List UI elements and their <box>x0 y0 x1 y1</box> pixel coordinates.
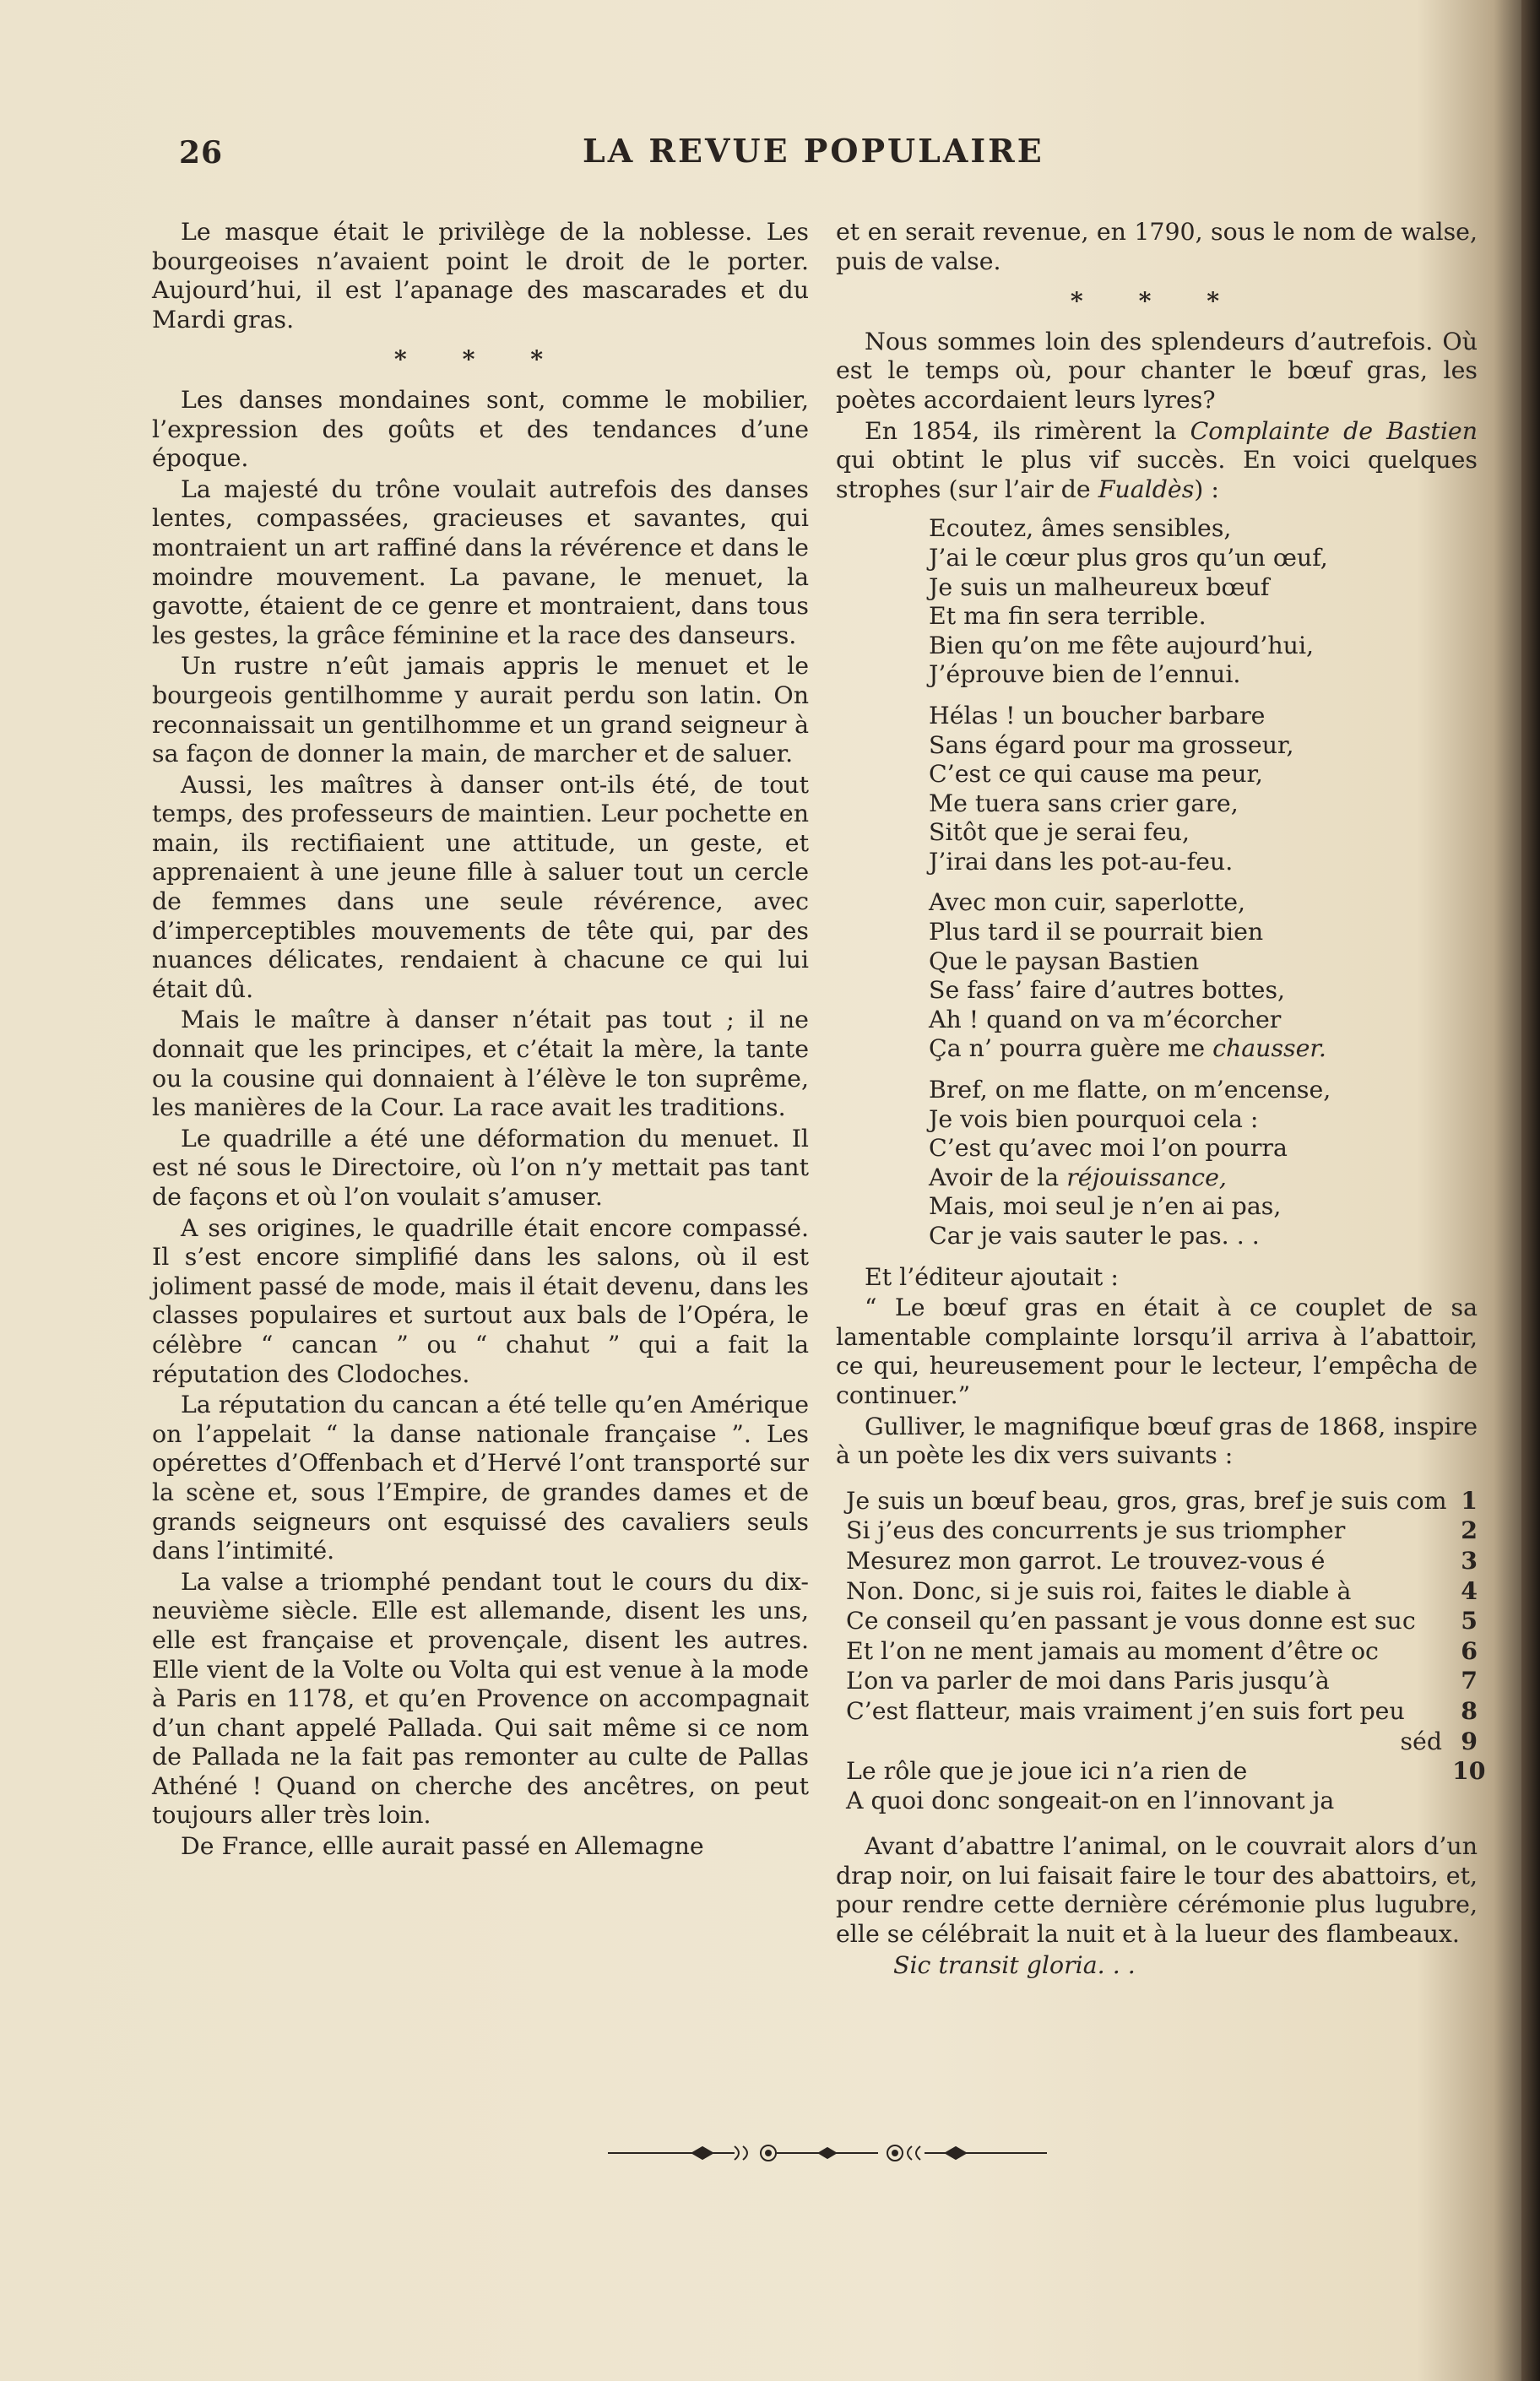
paragraph: Et l’éditeur ajoutait : <box>865 1262 1119 1291</box>
poem-stanza <box>929 1076 1478 1251</box>
verse-text: Et l’on ne ment jamais au moment d’être oc <box>846 1636 1379 1665</box>
poem-stanza <box>929 514 1478 690</box>
paragraph: Un rustre n’eût jamais appris le menuet et le bourgeois gentilhomme y aurait perdu son latin. On reconnaissait un gentilhomme et un grand seigneur à sa façon de donner la main, de marcher et de saluer. <box>152 652 809 768</box>
italic-air: Fualdès <box>1098 475 1195 503</box>
verse-number: 5 <box>1461 1606 1478 1635</box>
verse-row <box>846 1606 1478 1636</box>
verse-text: Mesurez mon garrot. Le trouvez-vous é <box>846 1546 1326 1575</box>
poem-line: Plus tard il se pourrait bien <box>929 918 1264 946</box>
paragraph: et en serait revenue, en 1790, sous le nom de walse, puis de valse. <box>836 218 1478 275</box>
paragraph: La majesté du trône voulait autrefois des danses lentes, compassées, gracieuses et savantes, qui montraient un art raffiné dans la révérence et dans le moindre mouvement. La pavane, le menuet, la gavotte, étaient de ce genre et montraient, dans tous les gestes, la grâce féminine et la race des danseurs. <box>152 475 809 649</box>
poem-line: Car je vais sauter le pas. . . <box>929 1222 1260 1250</box>
poem-line: C’est qu’avec moi l’on pourra <box>929 1134 1288 1163</box>
poem-line <box>929 1034 1478 1064</box>
poem-line: Sitôt que je serai feu, <box>929 818 1190 847</box>
verse-text: Ce conseil qu’en passant je vous donne est suc <box>846 1607 1416 1635</box>
poem-line: J’irai dans les pot-au-feu. <box>929 847 1234 876</box>
verse-number: 10 <box>1452 1756 1486 1786</box>
section-separator: * * * <box>393 344 567 374</box>
left-column <box>152 218 809 1863</box>
verse-text: Non. Donc, si je suis roi, faites le diable à <box>846 1576 1352 1605</box>
paragraph: A ses origines, le quadrille était encore compassé. Il s’est encore simplifié dans les salons, où il est joliment passé de mode, mais il était devenu, dans les classes populaires et surtout aux bals de l’Opéra, le célèbre “ cancan ” ou “ chahut ” qui a fait la réputation des Clodoches. <box>152 1213 809 1388</box>
verse-number: 2 <box>1461 1516 1478 1545</box>
verse-row <box>846 1666 1478 1696</box>
paragraph: Les danses mondaines sont, comme le mobilier, l’expression des goûts et des tendances d’une époque. <box>152 385 809 473</box>
verse-number: 6 <box>1461 1635 1478 1665</box>
verse-row <box>846 1516 1478 1546</box>
paragraph: Avant d’abattre l’animal, on le couvrait alors d’un drap noir, on lui faisait faire le tour des abattoirs, et, pour rendre cette dernière cérémonie plus lugubre, elle se célébrait la nuit et à la lueur des flambeaux. <box>836 1832 1478 1949</box>
poem-line: Mais, moi seul je n’en ai pas, <box>929 1192 1282 1221</box>
paragraph: Gulliver, le magnifique bœuf gras de 1868, inspire à un poète les dix vers suivants : <box>836 1412 1478 1470</box>
verse-row <box>846 1787 1478 1816</box>
verse-number: 1 <box>1461 1485 1478 1515</box>
verse-number: 8 <box>1461 1695 1478 1725</box>
text-run: Avoir de la <box>929 1163 1067 1191</box>
verse-row <box>846 1727 1478 1757</box>
section-separator: * * * <box>1070 286 1244 316</box>
decorative-rule-ornament-icon <box>608 2136 1047 2170</box>
verse-row <box>846 1486 1478 1516</box>
verse-text: C’est flatteur, mais vraiment j’en suis fort peu <box>846 1696 1405 1725</box>
verse-number: 9 <box>1461 1726 1478 1755</box>
paragraph <box>836 417 1478 505</box>
closing-line: Sic transit gloria. . . <box>893 1950 1136 1979</box>
poem-line: Je vois bien pourquoi cela : <box>929 1104 1259 1133</box>
running-head-title: LA REVUE POPULAIRE <box>583 132 1044 170</box>
poem-line: Avec mon cuir, saperlotte, <box>929 888 1246 917</box>
poem-line <box>929 1163 1478 1193</box>
verse-text: L’on va parler de moi dans Paris jusqu’à <box>846 1667 1330 1695</box>
text-run: En 1854, ils rimèrent la <box>865 416 1190 445</box>
verse-row <box>846 1756 1486 1787</box>
verse-row <box>846 1576 1478 1607</box>
poem-stanza <box>929 702 1478 877</box>
binding-edge <box>1521 0 1540 2381</box>
verse-number: 7 <box>1461 1666 1478 1695</box>
poem-stanza <box>929 888 1478 1064</box>
poem-line: Bref, on me flatte, on m’encense, <box>929 1076 1331 1104</box>
poem-line: Se fass’ faire d’autres bottes, <box>929 976 1286 1005</box>
verse-row <box>846 1636 1478 1667</box>
text-run: qui obtint le plus vif succès. En voici quelques strophes (sur l’air de <box>836 446 1478 503</box>
verse-number: 4 <box>1461 1576 1478 1605</box>
paragraph: Nous sommes loin des splendeurs d’autrefois. Où est le temps où, pour chanter le bœuf gras, les poètes accordaient leurs lyres? <box>836 327 1478 414</box>
poem-line: Ecoutez, âmes sensibles, <box>929 514 1232 543</box>
poem-line: Et ma fin sera terrible. <box>929 602 1207 631</box>
paragraph: La valse a triomphé pendant tout le cours du dix-neuvième siècle. Elle est allemande, disent les uns, elle est française et provençale, disent les autres. Elle vient de la Volte ou Volta qui est venue à la mode à Paris en 1178, et qu’en Provence on accompagnait d’un chant appelé Pallada. Qui sait même si ce nom de Pallada ne la fait pas remonter au culte de Pallas Athéné ! Quand on cherche des ancêtres, on peut toujours aller très loin. <box>152 1567 809 1830</box>
paragraph: Mais le maître à danser n’était pas tout ; il ne donnait que les principes, et c’était la mère, la tante ou la cousine qui donnaient à l’élève le ton suprême, les manières de la Cour. La race avait les traditions. <box>152 1006 809 1122</box>
verse-text: Je suis un bœuf beau, gros, gras, bref je suis com <box>846 1486 1447 1515</box>
poem-line: Hélas ! un boucher barbare <box>929 701 1266 729</box>
poem-line: Que le paysan Bastien <box>929 946 1200 975</box>
poem-line: J’ai le cœur plus gros qu’un œuf, <box>929 543 1328 572</box>
poem-line: J’éprouve bien de l’ennui. <box>929 660 1241 689</box>
poem-line: Sans égard pour ma grosseur, <box>929 730 1294 759</box>
right-column <box>836 218 1486 1982</box>
poem-line: C’est ce qui cause ma peur, <box>929 760 1263 789</box>
verse-row <box>846 1696 1478 1727</box>
verse-text: Si j’eus des concurrents je sus triompher <box>846 1516 1346 1545</box>
poem-line: Ah ! quand on va m’écorcher <box>929 1005 1282 1033</box>
poem-line: Je suis un malheureux bœuf <box>929 572 1270 601</box>
paragraph: De France, ellle aurait passé en Allemagne <box>181 1832 704 1861</box>
page-number: 26 <box>179 135 224 171</box>
paragraph: Aussi, les maîtres à danser ont-ils été, de tout temps, des professeurs de maintien. Leur pochette en main, ils rectifiaient une attitude, un geste, et apprenaient à une jeune fille à saluer tout un cercle de femmes dans une seule révérence, avec d’imperceptibles mouvements de tête qui, par des nuances délicates, rendaient à chacune ce qui lui était dû. <box>152 770 809 1003</box>
poem-line: Bien qu’on me fête aujourd’hui, <box>929 631 1315 659</box>
verse-text: séd <box>1400 1727 1442 1755</box>
paragraph: “ Le bœuf gras en était à ce couplet de sa lamentable complainte lorsqu’il arriva à l’abattoir, ce qui, heureusement pour le lecteur, l’empêcha de continuer.” <box>836 1294 1478 1409</box>
paragraph: Le masque était le privilège de la noblesse. Les bourgeoises n’avaient point le droit de le porter. Aujourd’hui, il est l’apanage des mascarades et du Mardi gras. <box>152 218 809 334</box>
poem <box>929 514 1478 1250</box>
poem-line: Me tuera sans crier gare, <box>929 789 1239 817</box>
text-run: ) : <box>1194 475 1219 503</box>
verse-text: A quoi donc songeait-on en l’innovant ja <box>846 1786 1335 1814</box>
numbered-verses <box>846 1485 1486 1816</box>
text-run: Ça n’ pourra guère me <box>929 1034 1213 1063</box>
verse-number: 3 <box>1461 1545 1478 1575</box>
verse-text: Le rôle que je joue ici n’a rien de <box>846 1757 1248 1786</box>
italic-word: chausser. <box>1212 1034 1326 1063</box>
verse-row <box>846 1546 1478 1576</box>
paragraph: La réputation du cancan a été telle qu’en Amérique on l’appelait “ la danse nationale française ”. Les opérettes d’Offenbach et d’Hervé l’ont transporté sur la scène et, sous l’Empire, de grandes dames et de grands seigneurs ont esquissé des cavaliers seuls dans l’intimité. <box>152 1391 809 1565</box>
italic-title: Complainte de Bastien <box>1190 416 1478 445</box>
paragraph: Le quadrille a été une déformation du menuet. Il est né sous le Directoire, où l’on n’y mettait pas tant de façons et où l’on voulait s’amuser. <box>152 1124 809 1211</box>
italic-word: réjouissance, <box>1066 1163 1227 1191</box>
